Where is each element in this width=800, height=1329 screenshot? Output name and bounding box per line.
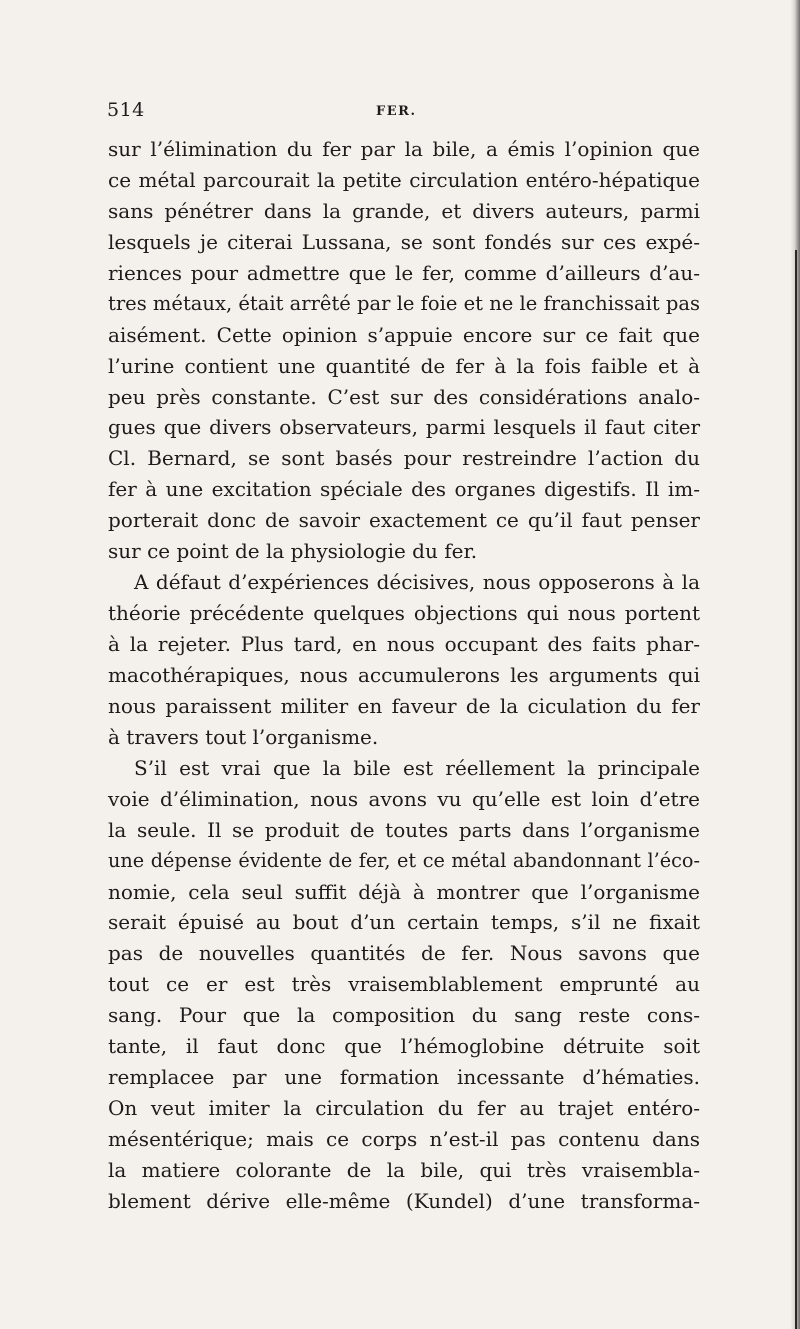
text-line: On veut imiter la circulation du fer au trajet entéro- <box>108 1096 700 1121</box>
text-line: à la rejeter. Plus tard, en nous occupant des faits phar- <box>108 632 700 656</box>
text-line: mésentérique; mais ce corps n’est-il pas contenu dans <box>108 1127 700 1151</box>
text-line: A défaut d’expériences décisives, nous opposerons à la <box>134 570 700 595</box>
text-line: la seule. Il se produit de toutes parts dans l’organisme <box>108 817 700 842</box>
page-edge-line <box>795 250 797 1329</box>
text-line: gues que divers observateurs, parmi lesquels il faut citer <box>108 415 700 440</box>
text-line: sans pénétrer dans la grande, et divers auteurs, parmi <box>108 198 700 223</box>
text-line: ce métal parcourait la petite circulation entéro-hépatique <box>108 167 700 192</box>
page-number: 514 <box>107 99 145 121</box>
text-line: nous paraissent militer en faveur de la ciculation du fer <box>108 693 700 718</box>
text-line: blement dérive elle-même (Kundel) d’une transforma- <box>108 1188 700 1213</box>
text-line: la matiere colorante de la bile, qui très vraisembla- <box>108 1157 700 1182</box>
text-line: macothérapiques, nous accumulerons les arguments qui <box>108 662 700 687</box>
text-line: tout ce er est très vraisemblablement emprunté au <box>108 972 700 997</box>
text-line: Cl. Bernard, se sont basés pour restreindre l’action du <box>108 446 700 471</box>
text-line: théorie précédente quelques objections qui nous portent <box>108 601 700 626</box>
paragraph-2 <box>108 567 700 753</box>
text-line: l’urine contient une quantité de fer à la fois faible et à <box>108 353 700 378</box>
text-line: fer à une excitation spéciale des organes digestifs. Il im- <box>108 477 700 502</box>
body-text <box>108 134 700 1217</box>
text-line: sang. Pour que la composition du sang reste cons- <box>108 1003 700 1028</box>
text-line: sur ce point de la physiologie du fer. <box>108 539 478 564</box>
text-line: tres métaux, était arrêté par le foie et ne le franchissait pas <box>108 291 700 315</box>
text-line: aisément. Cette opinion s’appuie encore sur ce fait que <box>108 322 700 347</box>
paragraph-1 <box>108 134 700 567</box>
paragraph-3 <box>108 753 700 1217</box>
text-line: riences pour admettre que le fer, comme d’ailleurs d’au- <box>108 260 700 285</box>
text-line: nomie, cela seul suffit déjà à montrer que l’organisme <box>108 879 700 904</box>
text-line: peu près constante. C’est sur des considérations analo- <box>108 384 700 409</box>
text-line: à travers tout l’organisme. <box>108 724 379 749</box>
text-line: S’il est vrai que la bile est réellement la principale <box>134 755 700 780</box>
text-line: porterait donc de savoir exactement ce qu’il faut penser <box>108 508 700 533</box>
running-head: FER. <box>376 104 417 119</box>
text-line: une dépense évidente de fer, et ce métal abandonnant l’éco- <box>108 848 700 872</box>
text-line: tante, il faut donc que l’hémoglobine détruite soit <box>108 1034 700 1059</box>
text-line: pas de nouvelles quantités de fer. Nous savons que <box>108 941 700 966</box>
text-line: lesquels je citerai Lussana, se sont fondés sur ces expé- <box>108 229 700 254</box>
text-line: serait épuisé au bout d’un certain temps, s’il ne fixait <box>108 910 700 935</box>
text-line: sur l’élimination du fer par la bile, a émis l’opinion que <box>108 137 700 161</box>
text-line: remplacee par une formation incessante d’hématies. <box>108 1065 700 1090</box>
text-line: voie d’élimination, nous avons vu qu’elle est loin d’etre <box>108 786 700 811</box>
